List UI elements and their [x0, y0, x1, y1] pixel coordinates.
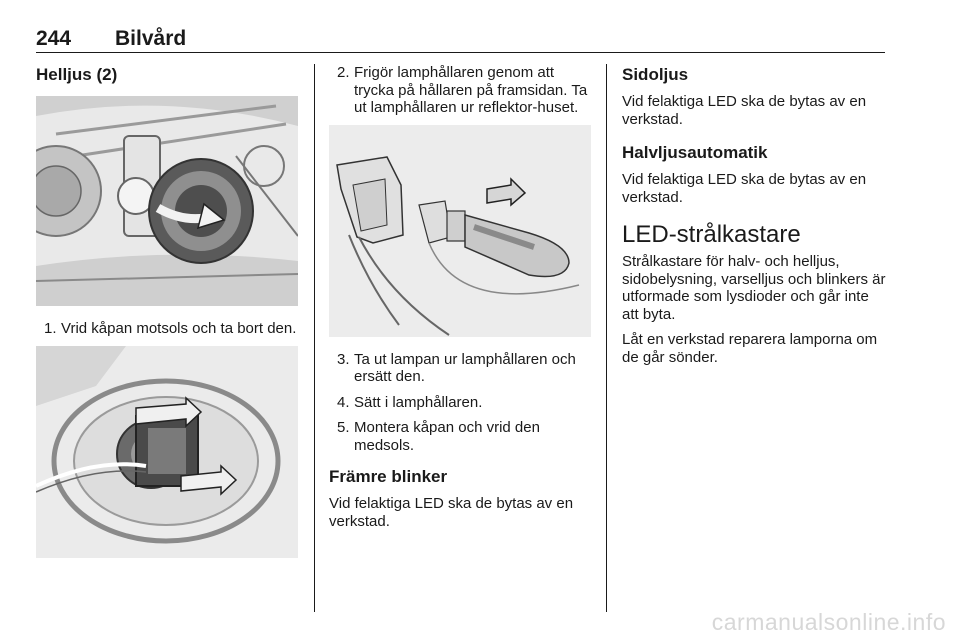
headlamp-cover-illustration: [36, 96, 298, 306]
list-item: [329, 394, 591, 412]
step-text: Frigör lamphållaren genom att trycka på hållaren på framsidan. Ta ut lamphållaren ur reflektor-huset.: [354, 64, 588, 116]
step-number: 5.: [337, 419, 350, 436]
lamp-holder-illustration: [36, 346, 298, 558]
section-text: Vid felaktiga LED ska de bytas av en verkstad.: [329, 495, 574, 530]
column-1: [36, 64, 300, 558]
watermark: carmanualsonline.info: [711, 609, 946, 635]
list-item: [329, 351, 591, 386]
paragraph: Strålkastare för halv- och helljus, sidobelysning, varselljus och blinkers är utformade som lysdioder och går inte att byta.: [622, 253, 886, 323]
step-number: 2.: [337, 64, 350, 81]
chapter-title: Bilvård: [115, 27, 187, 50]
paragraph: Låt en verkstad reparera lamporna om de går sönder.: [622, 331, 878, 366]
step-list: [36, 320, 300, 338]
page-number: 244: [36, 27, 72, 50]
step-text: Ta ut lampan ur lamphållaren och ersätt den.: [354, 350, 576, 385]
section-text: Vid felaktiga LED ska de bytas av en verkstad.: [622, 171, 867, 206]
step-list: [329, 64, 591, 117]
column-3: [622, 64, 888, 366]
bulb-illustration: [329, 125, 591, 337]
step-number: 3.: [337, 350, 350, 368]
step-text: Montera kåpan och vrid den medsols.: [354, 419, 540, 454]
section-heading: Helljus (2): [36, 65, 118, 84]
section-heading: Sidoljus: [622, 65, 689, 84]
column-2: [329, 64, 591, 530]
list-item: [329, 419, 591, 454]
section-heading: Halvljusautomatik: [622, 143, 768, 162]
section-text: Vid felaktiga LED ska de bytas av en verkstad.: [622, 93, 867, 128]
header-rule: [36, 52, 885, 53]
step-list: [329, 351, 591, 455]
chapter-heading: LED-strålkastare: [622, 221, 801, 248]
column-divider: [606, 64, 607, 612]
step-text: Vrid kåpan motsols och ta bort den.: [61, 320, 297, 337]
step-text: Sätt i lamphållaren.: [354, 393, 483, 411]
step-number: 4.: [337, 393, 350, 411]
step-number: 1.: [44, 320, 57, 337]
list-item: [36, 320, 300, 338]
list-item: [329, 64, 591, 117]
section-heading: Främre blinker: [329, 467, 448, 486]
column-divider: [314, 64, 315, 612]
